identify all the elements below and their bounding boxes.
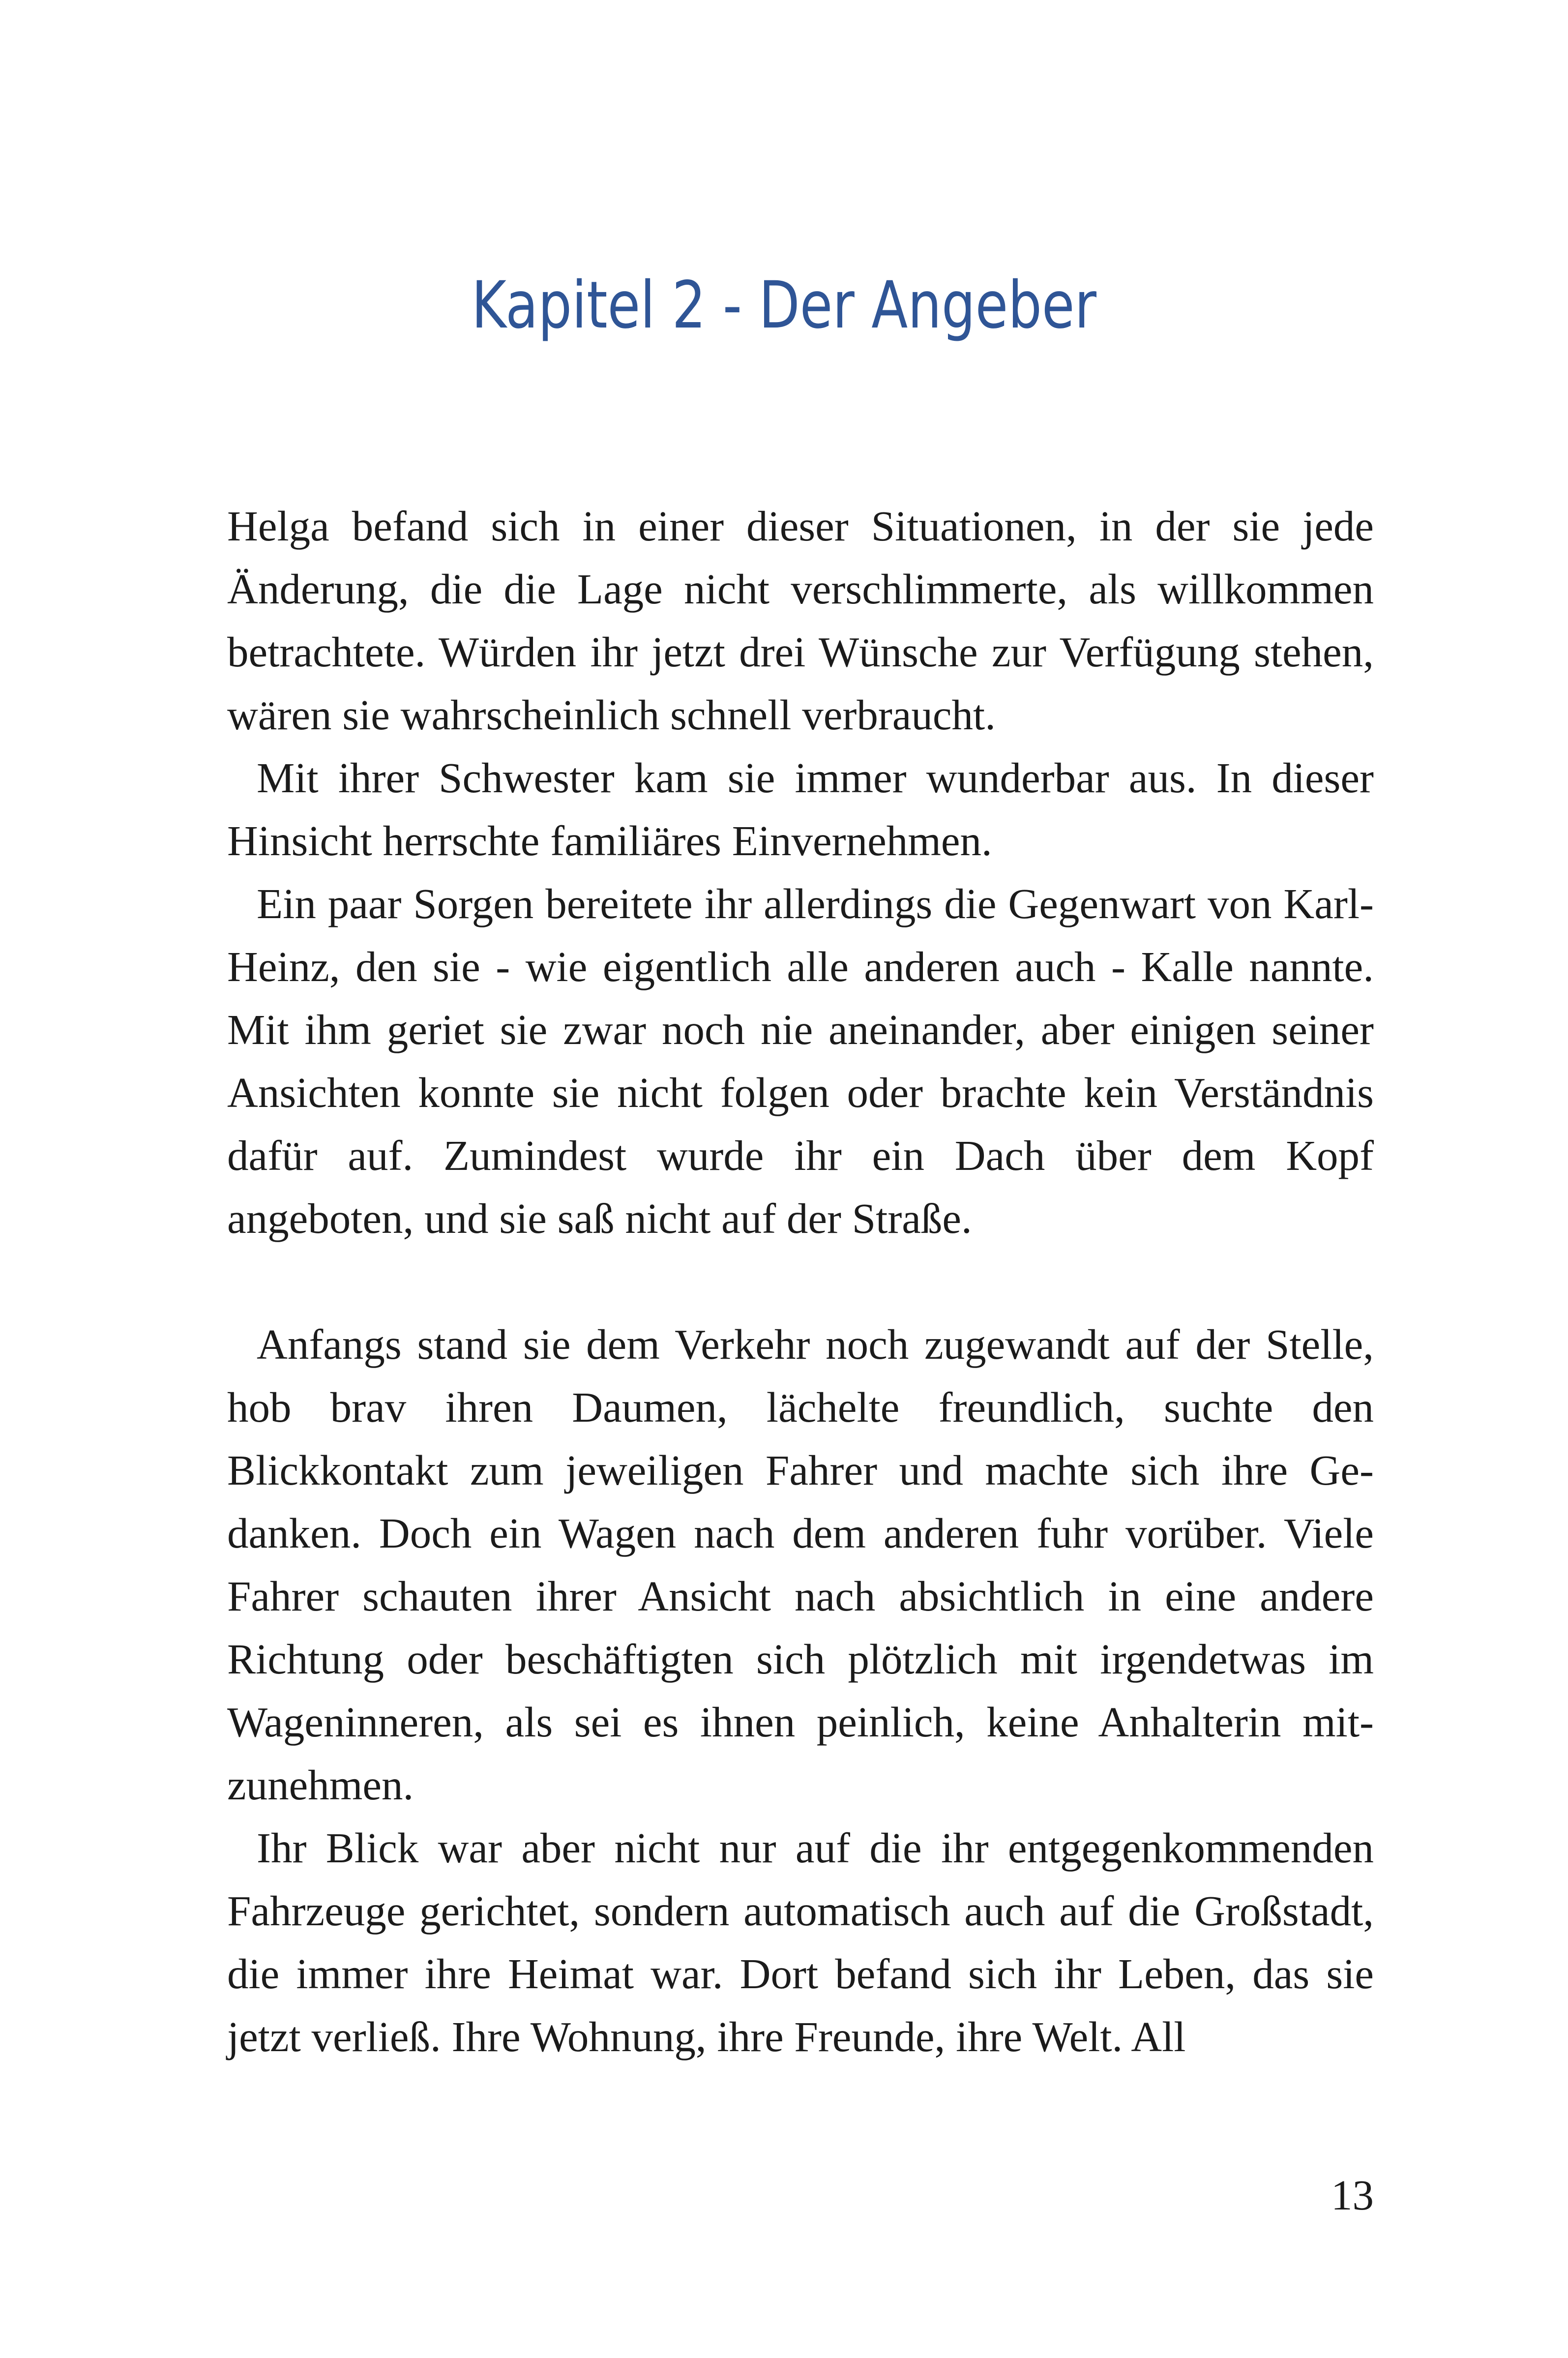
chapter-title: Kapitel 2 - Der Angeber: [471, 268, 1097, 343]
paragraph: Mit ihrer Schwester kam sie immer wunderbar aus. In dieser Hinsicht herrschte familiäres Einvernehmen.: [227, 754, 1374, 865]
section-break: [227, 1250, 1374, 1313]
paragraph: Ein paar Sorgen bereitete ihr allerdings die Gegenwart von Karl-Heinz, den sie - wie eigentlich alle anderen auch - Kalle nannte. Mit ihm geriet sie zwar noch nie aneinander, aber einigen seiner Ansichten konnte sie nicht folgen oder brachte kein Verständnis dafür auf. Zumindest wurde ihr ein Dach über dem Kopf angeboten, und sie saß nicht auf der Straße.: [227, 880, 1374, 1242]
paragraph: Ihr Blick war aber nicht nur auf die ihr entgegenkommenden Fahrzeuge gerichtet, sondern automatisch auch auf die Großstadt, die immer ihre Heimat war. Dort befand sich ihr Leben, das sie jetzt verließ. Ihre Wohnung, ihre Freunde, ihre Welt. All: [227, 1824, 1374, 2060]
paragraph: Helga befand sich in einer dieser Situationen, in der sie jede Änderung, die die Lage nicht verschlimmerte, als willkommen betrachtete. Würden ihr jetzt drei Wünsche zur Verfügung stehen, wären sie wahrscheinlich schnell verbraucht.: [227, 502, 1374, 739]
page-number: 13: [1331, 2171, 1374, 2219]
paragraph: Anfangs stand sie dem Verkehr noch zugewandt auf der Stelle, hob brav ihren Daumen, lächelte freundlich, suchte den Blickkontakt zum jeweiligen Fahrer und machte sich ihre Gedanken. Doch ein Wagen nach dem anderen fuhr vorüber. Viele Fahrer schauten ihrer Ansicht nach absichtlich in eine andere Richtung oder beschäftigten sich plötzlich mit irgendetwas im Wageninneren, als sei es ihnen peinlich, keine Anhalterin mitzunehmen.: [227, 1320, 1374, 1809]
body-text: [227, 495, 1374, 2068]
